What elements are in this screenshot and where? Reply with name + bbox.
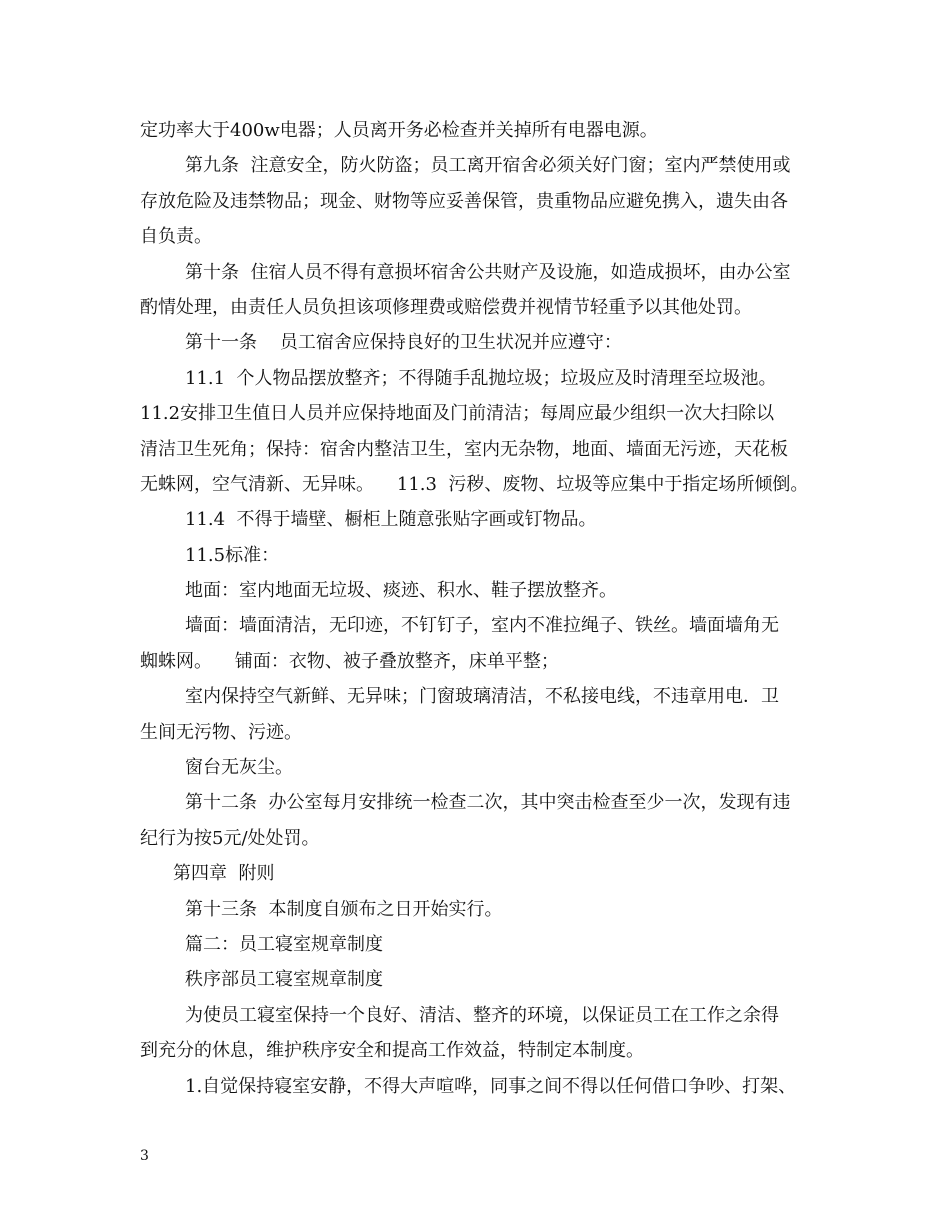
body-line: 纪行为按5元/处处罚。 [140, 827, 320, 849]
rule-1-line: 1.自觉保持寝室安静，不得大声喧哗，同事之间不得以任何借口争吵、打架、 [185, 1075, 797, 1097]
body-line: 自负责。 [140, 226, 212, 248]
indoor-standard-line: 室内保持空气新鲜、无异味；门窗玻璃清洁，不私接电线，不违章用电．卫 [185, 686, 779, 708]
wall-standard-line: 墙面：墙面清洁，无印迹，不钉钉子，室内不准拉绳子、铁丝。墙面墙角无 [185, 615, 779, 637]
chapter-4-heading: 第四章 附则 [173, 863, 275, 885]
clause-11-2-line: 11.2安排卫生值日人员并应保持地面及门前清洁；每周应最少组织一次大扫除以 [140, 403, 775, 425]
article-12-line: 第十二条 办公室每月安排统一检查二次，其中突击检查至少一次，发现有违 [185, 792, 791, 814]
body-line: 存放危险及违禁物品；现金、财物等应妥善保管，贵重物品应避免携入，遗失由各 [140, 190, 788, 212]
clause-11-3-line: 无蛛网，空气清新、无异味。 11.3 污秽、废物、垃圾等应集中于指定场所倾倒。 [140, 473, 809, 495]
article-13-line: 第十三条 本制度自颁布之日开始实行。 [185, 898, 503, 920]
section-2-title: 秩序部员工寝室规章制度 [185, 969, 383, 991]
article-11-line: 第十一条 员工宿舍应保持良好的卫生状况并应遵守： [185, 332, 622, 354]
body-line: 蜘蛛网。 铺面：衣物、被子叠放整齐，床单平整； [140, 650, 559, 672]
page-number: 3 [140, 1148, 149, 1164]
clause-11-5-line: 11.5标准： [185, 544, 280, 566]
document-body [140, 113, 816, 1104]
body-line: 到充分的休息，维护秩序安全和提高工作效益，特制定本制度。 [140, 1040, 644, 1062]
body-line: 定功率大于400w电器；人员离开务必检查并关掉所有电器电源。 [140, 120, 658, 141]
body-line: 酌情处理，由责任人员负担该项修理费或赔偿费并视情节轻重予以其他处罚。 [140, 296, 752, 318]
floor-standard-line: 地面：室内地面无垃圾、痰迹、积水、鞋子摆放整齐。 [185, 580, 617, 602]
article-10-line: 第十条 住宿人员不得有意损坏宿舍公共财产及设施，如造成损坏，由办公室 [185, 261, 791, 283]
article-9-line: 第九条 注意安全，防火防盗；员工离开宿舍必须关好门窗；室内严禁使用或 [185, 155, 791, 177]
window-standard-line: 窗台无灰尘。 [185, 757, 293, 779]
clause-11-1-line: 11.1 个人物品摆放整齐；不得随手乱抛垃圾；垃圾应及时清理至垃圾池。 [185, 367, 777, 389]
section-2-heading: 篇二：员工寝室规章制度 [185, 933, 383, 955]
intro-line: 为使员工寝室保持一个良好、清洁、整齐的环境，以保证员工在工作之余得 [185, 1004, 779, 1026]
body-line: 生间无污物、污迹。 [140, 721, 302, 743]
clause-11-4-line: 11.4 不得于墙壁、橱柜上随意张贴字画或钉物品。 [185, 509, 597, 531]
body-line: 清洁卫生死角；保持：宿舍内整洁卫生，室内无杂物，地面、墙面无污迹，天花板 [140, 438, 788, 460]
